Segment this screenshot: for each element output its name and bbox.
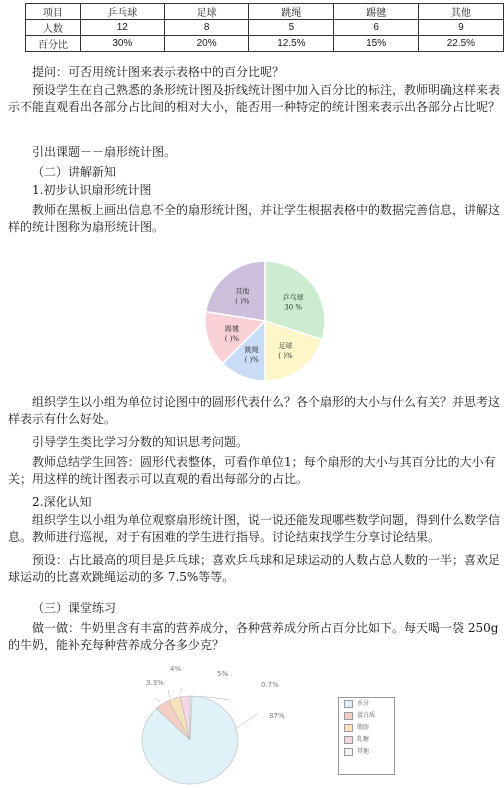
legend-swatch: [344, 700, 353, 708]
legend-swatch: [344, 712, 353, 720]
table-cell: 20%: [164, 36, 248, 52]
table-cell: 项目: [26, 4, 81, 20]
table-cell: 12: [80, 20, 164, 36]
slice-value-label: ( )%: [244, 356, 259, 365]
table-cell: 跳绳: [249, 4, 334, 20]
slice-label: 踢毽: [224, 324, 239, 333]
legend-swatch: [344, 748, 353, 756]
paragraph: 组织学生以小组为单位观察扇形统计图，说一说还能发现哪些数学问题，得到什么数学信息。教师进行巡视，对于有困难的学生进行指导。讨论结束找学生分享讨论结果。: [8, 513, 501, 544]
chart-legend: [338, 697, 395, 775]
slice-value-label: ( )%: [278, 352, 293, 361]
data-label: 3.3%: [146, 679, 164, 687]
legend-item: [339, 722, 394, 734]
table-row: [26, 36, 504, 52]
table-cell: 12.5%: [249, 36, 334, 52]
leader-line: [236, 714, 258, 728]
table-cell: 6: [334, 20, 418, 36]
slice-label: 其他: [235, 287, 250, 296]
paragraph: 组织学生以小组为单位讨论图中的圆形代表什么？各个扇形的大小与什么有关？并思考这样表示有什么好处。: [8, 395, 501, 426]
table-cell: 其他: [418, 4, 503, 20]
legend-label: 脂肪: [357, 724, 370, 731]
data-label: 5%: [217, 670, 229, 678]
pie-chart-sports: [200, 256, 330, 386]
data-label: 4%: [170, 665, 182, 673]
legend-swatch: [344, 724, 353, 732]
table-cell: 踢毽: [334, 4, 418, 20]
slice-label: 跳绳: [244, 346, 259, 355]
legend-label: 蛋白质: [357, 712, 376, 719]
slice-value-label: ( )%: [224, 334, 240, 343]
legend-item: [339, 734, 394, 746]
section-heading: （二）讲解新知: [32, 165, 117, 179]
leader-line: [154, 698, 160, 702]
legend-item: [339, 710, 394, 722]
paragraph: 提问：可否用统计图来表示表格中的百分比呢？: [32, 65, 285, 79]
paragraph: 引出课题－－扇形统计图。: [32, 145, 177, 159]
slice-value-label: ( )%: [235, 297, 250, 306]
stats-table: [25, 3, 504, 52]
table-cell: 人数: [26, 20, 81, 36]
legend-item: [339, 698, 394, 710]
table-cell: 22.5%: [418, 36, 503, 52]
subsection-heading: 1.初步认识扇形统计图: [32, 183, 152, 197]
table-cell: 30%: [80, 36, 164, 52]
leader-line: [168, 690, 170, 698]
table-cell: 百分比: [26, 36, 81, 52]
paragraph: 预设：占比最高的项目是乒乓球；喜欢乒乓球和足球运动的人数占总人数的一半；喜欢足球运动的比喜欢跳绳运动的多 7.5%等等。: [8, 553, 501, 584]
slice-value-label: 30 %: [284, 303, 303, 312]
legend-swatch: [344, 736, 353, 744]
slice-label: 足球: [278, 342, 293, 351]
subsection-heading: 2.深化认知: [32, 495, 92, 509]
table-cell: 9: [418, 20, 503, 36]
table-row: [26, 4, 504, 20]
table-cell: 乒乓球: [80, 4, 164, 20]
data-label: 0.7%: [261, 681, 279, 689]
paragraph: 教师在黑板上画出信息不全的扇形统计图，并让学生根据表格中的数据完善信息，讲解这样的统计图称为扇形统计图。: [8, 203, 501, 234]
paragraph: 引导学生类比学习分数的知识思考问题。: [32, 435, 249, 449]
section-heading: （三）课堂练习: [32, 601, 117, 615]
leader-line: [180, 688, 182, 694]
table-row: [26, 20, 504, 36]
pie-chart-milk: [140, 688, 290, 788]
data-label: 87%: [269, 712, 285, 720]
table-cell: 15%: [334, 36, 418, 52]
legend-label: 其他: [357, 748, 370, 755]
paragraph: 做一做：牛奶里含有丰富的营养成分，各种营养成分所占百分比如下。每天喝一袋 250g 的牛奶，能补充每种营养成分各多少克？: [8, 621, 499, 652]
table-cell: 足球: [164, 4, 248, 20]
slice-label: 乒乓球: [282, 293, 304, 302]
table-cell: 8: [164, 20, 248, 36]
table-cell: 5: [249, 20, 334, 36]
paragraph: 预设学生在自己熟悉的条形统计图及折线统计图中加入百分比的标注，教师明确这样来表示不能直观看出各部分占比间的相对大小，能否用一种特定的统计图来表示出各部分占比呢？: [8, 83, 501, 114]
legend-label: 乳糖: [357, 736, 370, 743]
paragraph: 教师总结学生回答：圆形代表整体，可看作单位1；每个扇形的大小与其百分比的大小有关；用这样的统计图表示可以直观的看出每部分的占比。: [8, 455, 496, 486]
legend-label: 水分: [357, 700, 370, 707]
legend-item: [339, 746, 394, 758]
